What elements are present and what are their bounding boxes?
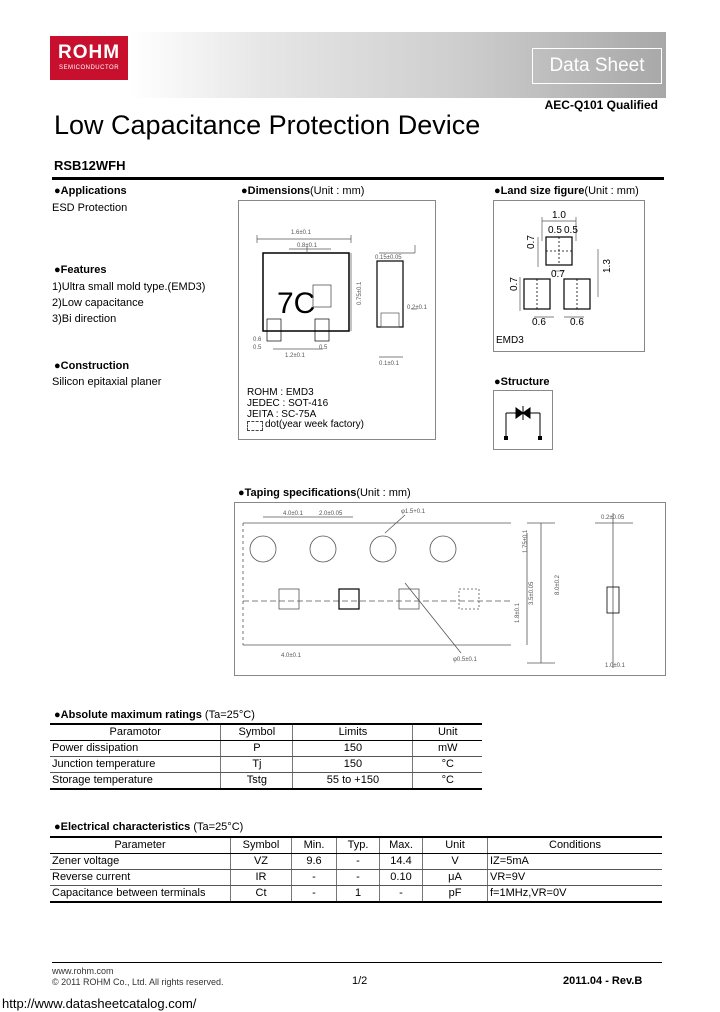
elec-col-conditions: Conditions [488,837,663,854]
tape-label-5: 3.5±0.05 [529,581,535,605]
rohm-logo [50,36,128,80]
taping-drawing [235,503,665,675]
tape-label-1: 4.0±0.1 [283,511,303,517]
dim-label-3: 0.75±0.1 [357,281,363,305]
construction-item: Silicon epitaxial planer [52,376,162,388]
table-header-row [50,724,482,741]
dim-label-1: 1.6±0.1 [291,230,311,236]
elec-col-symbol: Symbol [231,837,292,854]
applications-heading: ●Applications [54,185,127,197]
abs-col-limits: Limits [293,724,413,741]
page-title: Low Capacitance Protection Device [54,110,481,140]
dot-note: dot(year week factory) [265,419,364,430]
taping-heading: ●Taping specifications(Unit : mm) [238,487,411,499]
logo-main-text: ROHM [57,42,121,63]
package-line-2: JEDEC : SOT-416 [247,398,329,409]
elec-r3-max: - [380,886,423,903]
package-line-1: ROHM : EMD3 [247,387,314,398]
feature-item-3: 3)Bi direction [52,313,117,325]
elec-r3-unit: pF [423,886,488,903]
elec-r1-min: 9.6 [292,854,337,870]
elec-col-parameter: Parameter [50,837,231,854]
dimensions-figure [238,200,436,440]
dim-label-6: 0.2±0.1 [407,305,427,311]
applications-item: ESD Protection [52,202,128,214]
abs-r3-symbol: Tstg [221,773,293,790]
elec-r1-parameter: Zener voltage [50,854,231,870]
abs-r2-limits: 150 [293,757,413,773]
table-row [50,741,482,757]
feature-item-2: 2)Low capacitance [52,297,144,309]
dot-marker [247,421,263,431]
abs-r3-parameter: Storage temperature [50,773,221,790]
land-label-4: 0.7 [526,235,537,249]
abs-r3-limits: 55 to +150 [293,773,413,790]
elec-r3-min: - [292,886,337,903]
elec-r2-max: 0.10 [380,870,423,886]
abs-max-heading: ●Absolute maximum ratings (Ta=25°C) [54,709,255,721]
tape-label-8: 4.0±0.1 [281,653,301,659]
tape-label-10: 0.2±0.05 [601,515,625,521]
land-label-5: 0.7 [509,277,520,291]
features-heading: ●Features [54,264,107,276]
date-revision: 2011.04 - Rev.B [563,975,643,987]
footer-website[interactable]: www.rohm.com [52,966,114,976]
elec-r2-unit: μA [423,870,488,886]
page-number: 1/2 [352,975,368,987]
construction-heading: ●Construction [54,360,130,372]
land-drawing [494,201,644,351]
structure-heading: ●Structure [494,376,550,388]
abs-r3-unit: °C [413,773,482,790]
part-number: RSB12WFH [54,158,126,173]
land-label-7: 0.7 [551,269,565,280]
bidirectional-diode-symbol [494,391,552,449]
tape-label-9: 1.8±0.1 [515,603,521,623]
elec-col-unit: Unit [423,837,488,854]
abs-r2-parameter: Junction temperature [50,757,221,773]
tape-label-6: 8.0±0.2 [555,575,561,595]
tape-label-11: 1.0±0.1 [605,663,625,669]
title-rule [52,177,664,180]
taping-figure [234,502,666,676]
logo-sub-text: SEMICONDUCTOR [58,65,120,71]
dim-label-5: 0.15±0.05 [375,255,402,261]
structure-figure [493,390,553,450]
elec-r3-conditions: f=1MHz,VR=0V [488,886,663,903]
elec-col-typ: Typ. [337,837,380,854]
tape-label-7: φ0.5±0.1 [453,657,477,663]
abs-r2-symbol: Tj [221,757,293,773]
qualification-label: AEC-Q101 Qualified [544,98,658,112]
elec-col-min: Min. [292,837,337,854]
datasheet-label: Data Sheet [532,48,662,84]
dim-label-9: 0.5 [319,345,328,351]
dimensions-heading: ●Dimensions(Unit : mm) [241,185,365,197]
land-label-8: 0.6 [532,317,546,328]
elec-r3-parameter: Capacitance between terminals [50,886,231,903]
elec-r2-typ: - [337,870,380,886]
land-figure [493,200,645,352]
elec-table [50,836,662,903]
abs-max-table [50,723,482,790]
table-row [50,870,662,886]
elec-r3-typ: 1 [337,886,380,903]
land-label-2: 0.5 [548,225,562,236]
dim-label-10: 0.1±0.1 [379,361,399,367]
elec-r2-symbol: IR [231,870,292,886]
package-line-3: JEITA : SC-75A [247,409,317,420]
table-header-row [50,837,662,854]
elec-r1-typ: - [337,854,380,870]
land-label-6: 1.3 [602,259,613,273]
table-row [50,854,662,870]
abs-r1-limits: 150 [293,741,413,757]
elec-col-max: Max. [380,837,423,854]
elec-heading: ●Electrical characteristics (Ta=25°C) [54,821,244,833]
table-row [50,757,482,773]
dim-label-8: 0.5 [253,345,262,351]
elec-r2-conditions: VR=9V [488,870,663,886]
source-url-link[interactable]: http://www.datasheetcatalog.com/ [2,996,197,1011]
footer-rule [52,962,662,963]
tape-label-2: 2.0±0.05 [319,511,343,517]
elec-r2-min: - [292,870,337,886]
land-heading: ●Land size figure(Unit : mm) [494,185,639,197]
abs-r1-parameter: Power dissipation [50,741,221,757]
dim-label-7: 0.6 [253,337,262,343]
abs-col-unit: Unit [413,724,482,741]
land-label-9: 0.6 [570,317,584,328]
abs-r2-unit: °C [413,757,482,773]
abs-col-symbol: Symbol [221,724,293,741]
table-row [50,773,482,790]
marking-text: 7C [277,287,316,320]
abs-r1-symbol: P [221,741,293,757]
elec-r1-symbol: VZ [231,854,292,870]
table-row [50,886,662,903]
abs-r1-unit: mW [413,741,482,757]
elec-r1-unit: V [423,854,488,870]
abs-col-parameter: Paramotor [50,724,221,741]
elec-r1-max: 14.4 [380,854,423,870]
elec-r2-parameter: Reverse current [50,870,231,886]
feature-item-1: 1)Ultra small mold type.(EMD3) [52,281,206,293]
land-label-1: 1.0 [552,210,566,221]
footer-copyright: © 2011 ROHM Co., Ltd. All rights reserved. [52,977,224,987]
elec-r1-conditions: IZ=5mA [488,854,663,870]
elec-r3-symbol: Ct [231,886,292,903]
tape-label-3: φ1.5+0.1 [401,509,426,515]
land-package: EMD3 [496,335,524,346]
tape-label-4: 1.75±0.1 [523,529,529,553]
land-label-3: 0.5 [564,225,578,236]
dim-label-2: 0.8±0.1 [297,243,317,249]
dim-label-4: 1.2±0.1 [285,353,305,359]
